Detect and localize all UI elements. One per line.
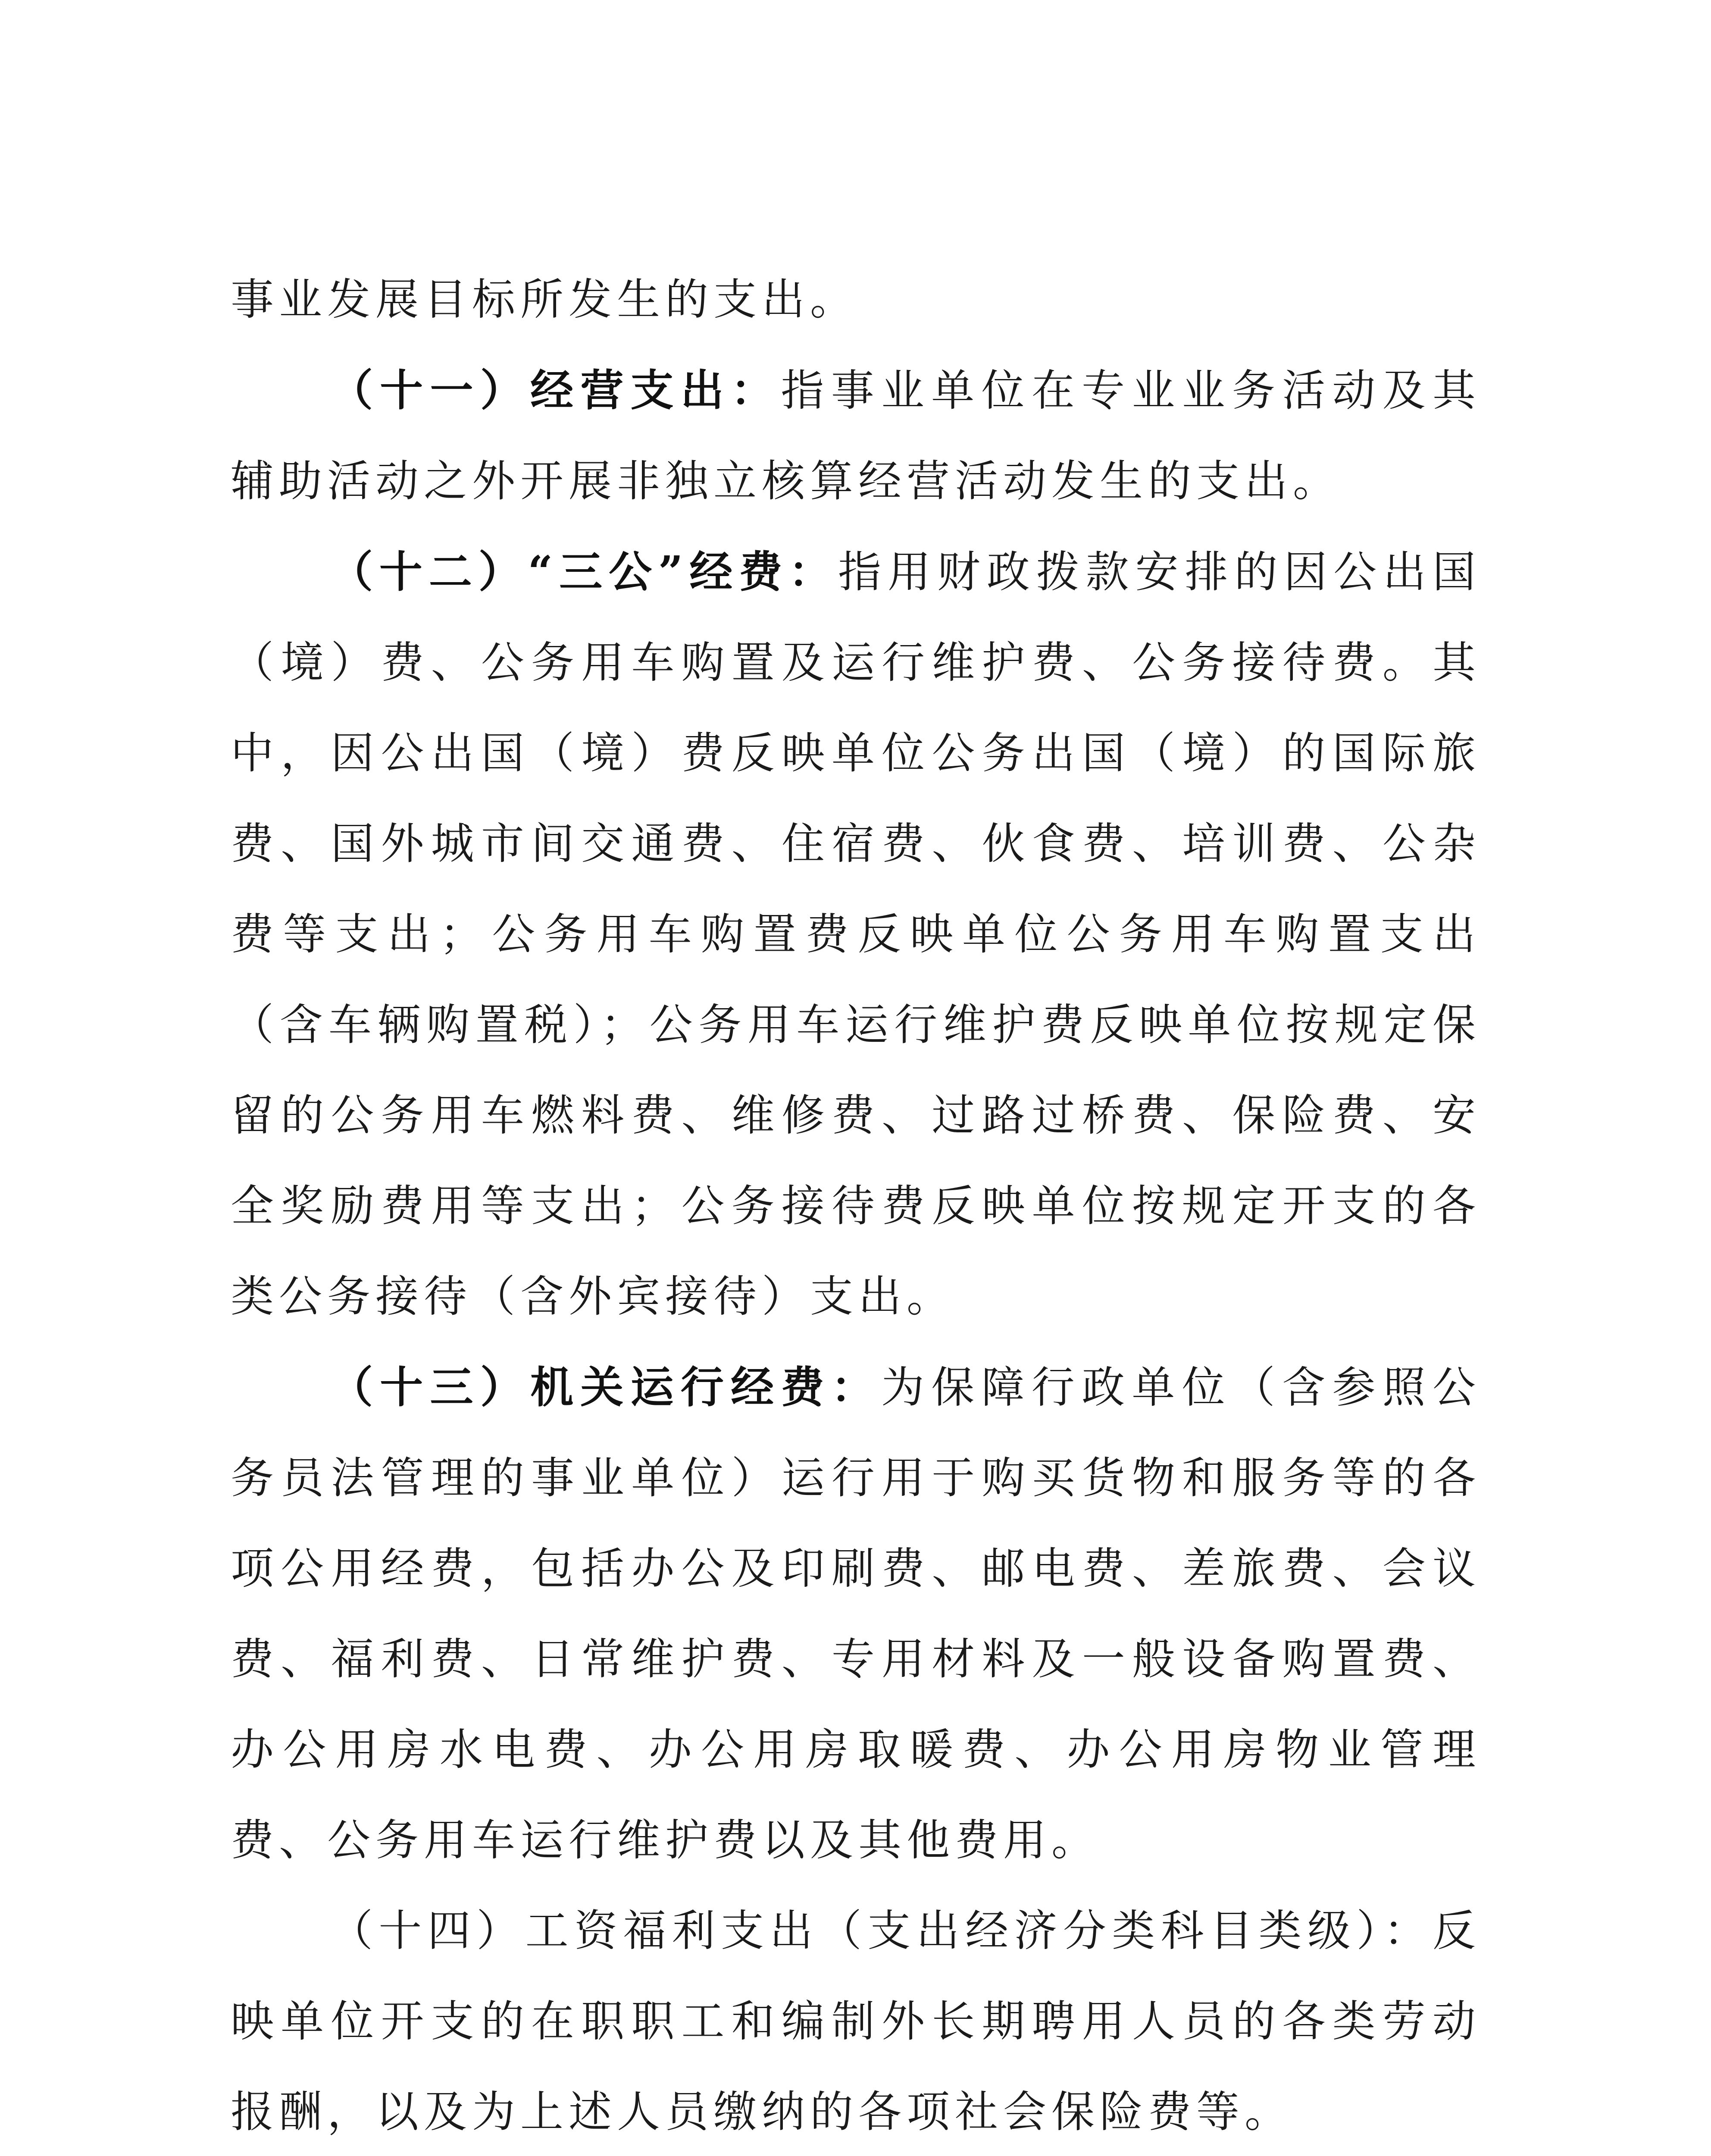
paragraph-text: （十四）工资福利支出（支出经济分类科目类级）：反映单位开支的在职职工和编制外长期聘用人员的各类劳动报酬，以及为上述人员缴纳的各项社会保险费等。 — [231, 1905, 1481, 2137]
paragraph-heading: （十三）机关运行经费： — [330, 1362, 881, 1413]
paragraph-text: 为保障行政单位（含参照公务员法管理的事业单位）运行用于购买货物和服务等的各项公用经费，包括办公及印刷费、邮电费、差旅费、会议费、福利费、日常维护费、专用材料及一般设备购置费、办公用房水电费、办公用房取暖费、办公用房物业管理费、公务用车运行维护费以及其他费用。 — [231, 1362, 1481, 1865]
paragraph-agency-operating-funds — [231, 1342, 1481, 1886]
paragraph-heading: （十一）经营支出： — [330, 365, 781, 416]
body-text — [231, 254, 1481, 2156]
paragraph-operating-expense — [231, 345, 1481, 526]
paragraph-wages-welfare — [231, 1886, 1481, 2156]
paragraph-three-public-expenses — [231, 526, 1481, 1342]
paragraph-text: 指用财政拨款安排的因公出国（境）费、公务用车购置及运行维护费、公务接待费。其中，因公出国（境）费反映单位公务出国（境）的国际旅费、国外城市间交通费、住宿费、伙食费、培训费、公杂费等支出；公务用车购置费反映单位公务用车购置支出（含车辆购置税）；公务用车运行维护费反映单位按规定保留的公务用车燃料费、维修费、过路过桥费、保险费、安全奖励费用等支出；公务接待费反映单位按规定开支的各类公务接待（含外宾接待）支出。 — [231, 547, 1481, 1322]
paragraph-text: 事业发展目标所发生的支出。 — [231, 274, 858, 325]
paragraph-heading: （十二）“三公”经费： — [330, 546, 838, 597]
paragraph-continuation — [231, 254, 1481, 345]
paragraph-text: 指事业单位在专业业务活动及其辅助活动之外开展非独立核算经营活动发生的支出。 — [231, 365, 1481, 506]
